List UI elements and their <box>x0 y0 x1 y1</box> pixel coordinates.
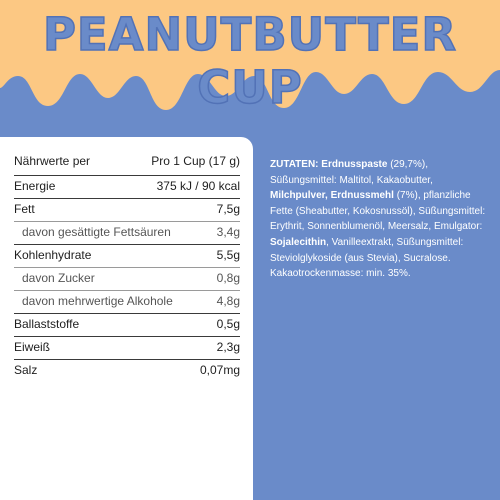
nutrient-value: 7,5g <box>216 202 240 216</box>
nutrient-value: 375 kJ / 90 kcal <box>156 179 240 193</box>
nutrient-label: Energie <box>14 179 56 193</box>
nutrition-subrow <box>14 290 240 312</box>
nutrient-label: davon Zucker <box>22 271 95 285</box>
nutrient-label: Fett <box>14 202 35 216</box>
nutrient-value: 0,5g <box>216 317 240 331</box>
nutrition-subrow <box>14 267 240 289</box>
nutrient-value: 4,8g <box>216 294 240 308</box>
nutrient-label: Ballaststoffe <box>14 317 80 331</box>
nutrition-row <box>14 175 240 197</box>
nutrient-label: davon mehrwertige Alkohole <box>22 294 173 308</box>
product-title: PEANUTBUTTER CUP <box>42 8 458 114</box>
nutrition-header-label: Nährwerte per <box>14 154 91 168</box>
ingredients-text <box>270 157 492 282</box>
nutrient-label: Eiweiß <box>14 340 51 354</box>
nutrient-value: 2,3g <box>216 340 240 354</box>
nutrition-panel <box>0 137 253 500</box>
nutrient-label: davon gesättigte Fettsäuren <box>22 225 171 239</box>
nutrition-row <box>14 359 240 381</box>
nutrient-label: Kohlenhydrate <box>14 248 92 262</box>
nutrition-header-row <box>14 150 240 172</box>
nutrient-value: 3,4g <box>216 225 240 239</box>
ingredients-segment: (29,7%), Süßungsmittel: Maltitol, Kakaobutter, <box>270 159 433 186</box>
nutrient-label: Salz <box>14 363 38 377</box>
nutrition-subrow <box>14 221 240 243</box>
nutrition-row <box>14 313 240 335</box>
nutrient-value: 0,07mg <box>199 363 240 377</box>
nutrition-header-value: Pro 1 Cup (17 g) <box>151 154 240 168</box>
ingredients-bold-segment: ZUTATEN: Erdnusspaste <box>270 159 388 170</box>
ingredients-segment: , Vanilleextrakt, Süßungsmittel: Steviolglykoside (aus Stevia), Sucralose. Kakaotrockenmasse: min. 35%. <box>270 236 464 280</box>
nutrition-row <box>14 198 240 220</box>
ingredients-segment: (7%), pflanzliche Fette (Sheabutter, Kokosnussöl), Süßungsmittel: Erythrit, Sonnenblumenöl, Meersalz, Emulgator: <box>270 190 486 233</box>
nutrition-row <box>14 244 240 266</box>
nutrient-value: 5,5g <box>216 248 240 262</box>
nutrient-value: 0,8g <box>216 271 240 285</box>
ingredients-bold-segment: Sojalecithin <box>270 236 327 248</box>
ingredients-bold-segment: Milchpulver, Erdnussmehl <box>270 190 394 202</box>
nutrition-row <box>14 336 240 358</box>
